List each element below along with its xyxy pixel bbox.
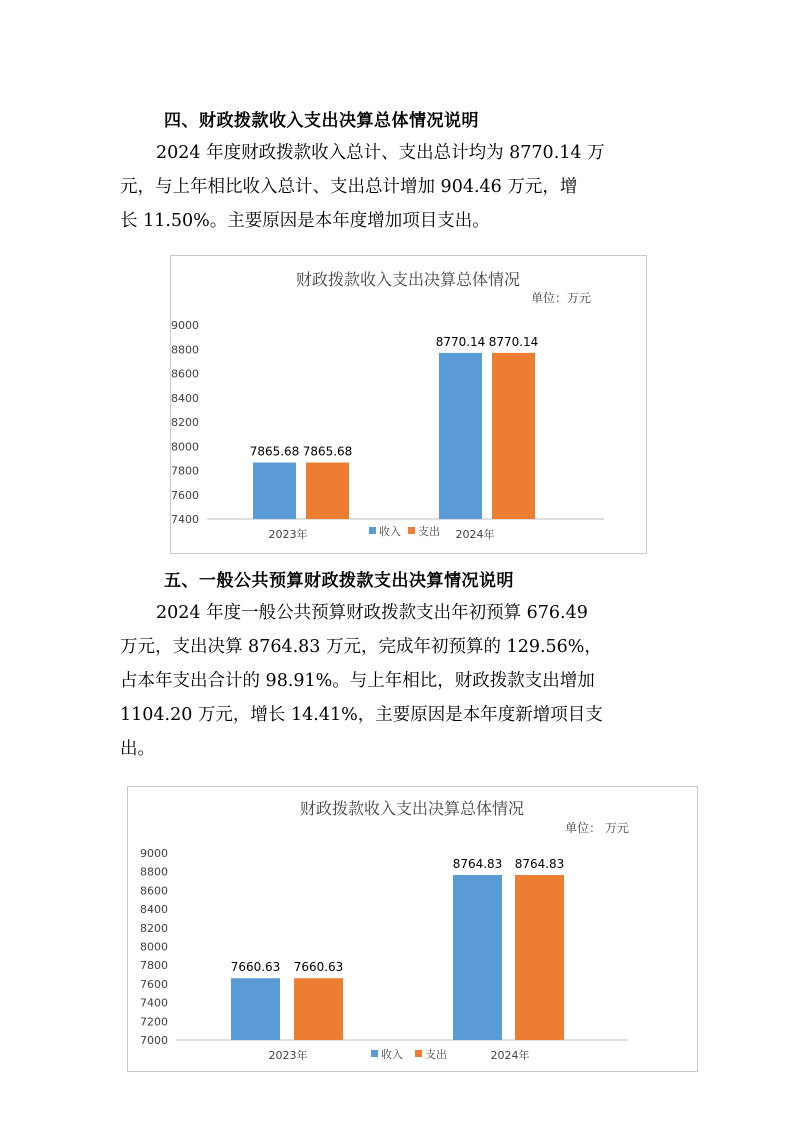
section4-line-1: 2024 年度财政拨款收入总计、支出总计均为 8770.14 万 [156, 143, 605, 163]
x-category-label: 2023年 [268, 528, 308, 541]
y-tick-label: 7600 [140, 977, 168, 991]
y-tick-label: 8200 [140, 921, 168, 935]
y-tick-label: 8200 [171, 416, 199, 429]
chart-title: 财政拨款收入支出决算总体情况 [295, 270, 521, 289]
y-tick-label: 7800 [140, 959, 168, 973]
section5-line-5: 出。 [120, 739, 155, 759]
x-category-label: 2023年 [268, 1049, 308, 1062]
chart-2-svg [128, 787, 697, 1071]
bar-支出-2023年 [294, 978, 343, 1040]
data-label: 8770.14 [435, 334, 486, 349]
section5-paragraph [120, 596, 680, 766]
y-tick-label: 7600 [171, 488, 199, 502]
chart-1-svg [171, 256, 646, 553]
data-label: 8770.14 [488, 334, 539, 349]
data-label: 8764.83 [514, 856, 565, 871]
chart-title: 财政拨款收入支出决算总体情况 [299, 799, 525, 818]
chart-2 [127, 786, 698, 1072]
x-category-label: 2024年 [490, 1049, 530, 1062]
chart-1 [170, 255, 647, 554]
bar-收入-2024年 [453, 875, 502, 1040]
bar-收入-2023年 [253, 463, 296, 519]
bar-收入-2024年 [439, 353, 482, 519]
legend-swatch-支出 [415, 1050, 422, 1057]
legend-label: 收入 [379, 525, 401, 538]
section4-line-3: 长 11.50%。主要原因是本年度增加项目支出。 [120, 211, 490, 231]
y-tick-label: 7800 [171, 464, 199, 478]
section5-heading: 五、一般公共预算财政拨款支出决算情况说明 [164, 571, 514, 591]
y-tick-label: 8000 [171, 440, 199, 454]
data-label: 7865.68 [302, 444, 353, 459]
y-tick-label: 8600 [140, 884, 168, 898]
y-tick-label: 8800 [140, 865, 168, 879]
section4-paragraph [120, 136, 680, 238]
section5-line-4: 1104.20 万元，增长 14.41%，主要原因是本年度新增项目支 [120, 705, 603, 725]
y-tick-label: 7200 [140, 1015, 168, 1029]
section5-line-1: 2024 年度一般公共预算财政拨款支出年初预算 676.49 [156, 603, 588, 623]
legend-label: 收入 [381, 1048, 403, 1061]
section5-line-3: 占本年支出合计的 98.91%。与上年相比，财政拨款支出增加 [120, 671, 595, 691]
data-label: 7865.68 [249, 444, 300, 459]
y-tick-label: 9000 [171, 319, 199, 332]
data-label: 7660.63 [230, 960, 281, 975]
bar-支出-2023年 [306, 463, 349, 519]
y-tick-label: 8000 [140, 940, 168, 954]
legend-swatch-支出 [408, 527, 415, 534]
legend-label: 支出 [425, 1048, 447, 1061]
section4-heading: 四、财政拨款收入支出决算总体情况说明 [164, 111, 479, 131]
x-category-label: 2024年 [455, 528, 495, 541]
y-tick-label: 9000 [140, 847, 168, 860]
y-tick-label: 8600 [171, 367, 199, 381]
section4-line-2: 元，与上年相比收入总计、支出总计增加 904.46 万元，增 [120, 177, 578, 197]
legend-swatch-收入 [369, 527, 376, 534]
data-label: 7660.63 [293, 960, 344, 975]
y-tick-label: 7000 [140, 1034, 168, 1047]
section5-line-2: 万元，支出决算 8764.83 万元，完成年初预算的 129.56%， [120, 637, 602, 657]
y-tick-label: 8400 [171, 391, 199, 405]
legend-swatch-收入 [371, 1050, 378, 1057]
chart-unit-label: 单位：万元 [530, 291, 591, 305]
y-tick-label: 8800 [171, 343, 199, 357]
y-tick-label: 7400 [140, 996, 168, 1010]
y-tick-label: 7400 [171, 513, 199, 526]
legend-label: 支出 [418, 525, 440, 538]
y-tick-label: 8400 [140, 903, 168, 917]
bar-支出-2024年 [492, 353, 535, 519]
chart-unit-label: 单位： 万元 [565, 821, 629, 835]
bar-支出-2024年 [515, 875, 564, 1040]
bar-收入-2023年 [231, 978, 280, 1040]
data-label: 8764.83 [452, 856, 503, 871]
